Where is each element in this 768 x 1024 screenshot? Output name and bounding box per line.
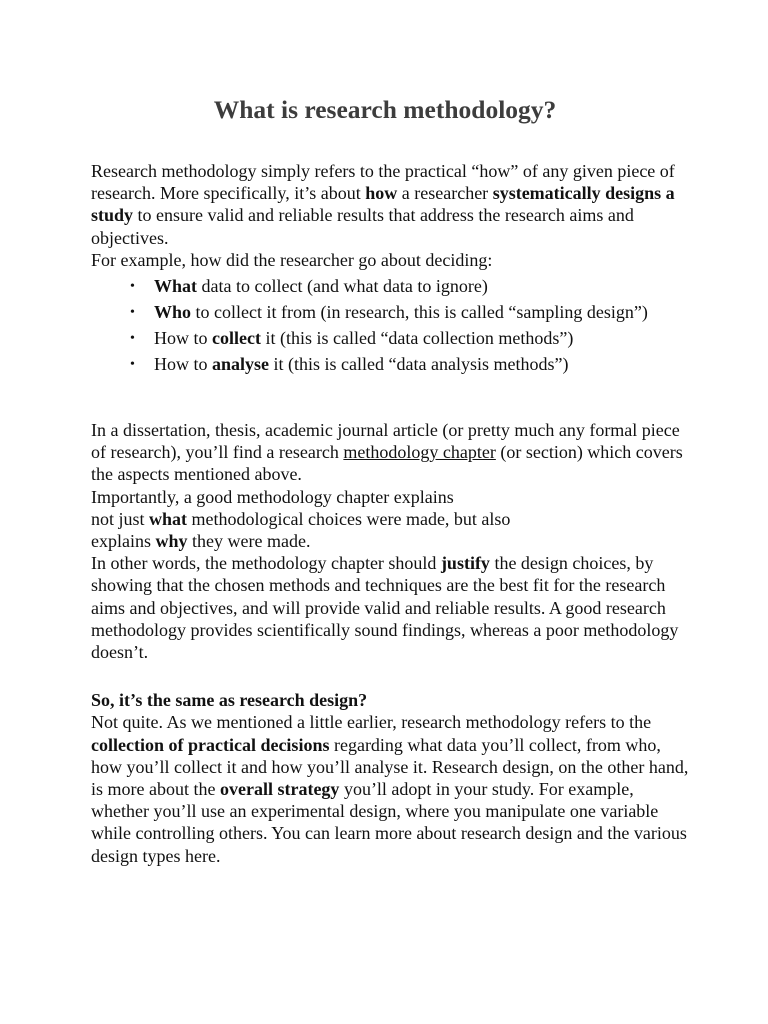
list-item-bold: analyse <box>212 354 270 375</box>
intro-text-2: a researcher <box>397 183 493 204</box>
list-item-text: to collect it from (in research, this is called “sampling design”) <box>191 302 648 323</box>
body-text: not just <box>91 508 150 529</box>
intro-bold-designs: systematically designs a study <box>91 183 675 226</box>
list-item <box>130 301 691 324</box>
bullet-icon: • <box>130 305 135 321</box>
body-text: In a dissertation, thesis, academic journal article (or pretty much any formal piece of research), you’ll find a research <box>91 420 680 463</box>
bullet-icon: • <box>130 357 135 373</box>
bold-what: what <box>149 508 188 529</box>
list-item-text: it (this is called “data collection methods”) <box>260 328 574 349</box>
list-item-bold: What <box>154 276 198 297</box>
page-title: What is research methodology? <box>213 95 557 124</box>
body-text: In other words, the methodology chapter should <box>91 553 441 574</box>
body-text: (or section) which covers the aspects mentioned above. <box>91 442 683 485</box>
body-text: the design choices, by showing that the chosen methods and techniques are the best fit for the research aims and objectives, and will provide valid and reliable results. A good research methodology provides scientifically sound findings, whereas a poor methodology doesn’t. <box>91 553 679 663</box>
research-design-paragraph <box>91 689 691 867</box>
body-text: they were made. <box>187 531 311 552</box>
list-item-text: How to <box>154 354 212 375</box>
list-item-text: How to <box>154 328 212 349</box>
document-page <box>91 92 691 867</box>
body-text: explains <box>91 531 156 552</box>
body-text: regarding what data you’ll collect, from who, how you’ll collect it and how you’ll analyse it. Research design, on the other hand, is more about the <box>91 734 689 800</box>
list-item <box>130 353 691 376</box>
intro-paragraph <box>91 160 691 271</box>
intro-text-4: For example, how did the researcher go about deciding: <box>91 249 493 270</box>
body-text: you’ll adopt in your study. For example, whether you’ll use an experimental design, where you manipulate one variable while controlling others. You can learn more about research design and the various design types here. <box>91 779 687 866</box>
body-text: Importantly, a good methodology chapter explains <box>91 486 454 507</box>
list-item-text: it (this is called “data analysis methods”) <box>269 354 569 375</box>
bold-overall-strategy: overall strategy <box>219 779 340 800</box>
intro-text-3: to ensure valid and reliable results that address the research aims and objectives. <box>91 205 634 248</box>
methodology-chapter-paragraph <box>91 419 691 663</box>
bold-practical-decisions: collection of practical decisions <box>91 734 330 755</box>
bullet-icon: • <box>130 279 135 295</box>
list-item-text: data to collect (and what data to ignore) <box>197 276 488 297</box>
body-text: Not quite. As we mentioned a little earlier, research methodology refers to the <box>91 712 652 733</box>
bullet-icon: • <box>130 331 135 347</box>
deciding-list <box>91 275 691 376</box>
intro-text-1: Research methodology simply refers to the practical “how” of any given piece of research. More specifically, it’s about <box>91 161 675 204</box>
section-heading: So, it’s the same as research design? <box>91 690 368 711</box>
body-text: methodological choices were made, but also <box>187 508 511 529</box>
methodology-chapter-link[interactable]: methodology chapter <box>343 442 496 463</box>
list-item-bold: collect <box>212 328 261 349</box>
intro-bold-how: how <box>365 183 398 204</box>
list-item <box>130 275 691 298</box>
bold-why: why <box>155 531 188 552</box>
bold-justify: justify <box>440 553 490 574</box>
list-item-bold: Who <box>154 302 192 323</box>
list-item <box>130 327 691 350</box>
